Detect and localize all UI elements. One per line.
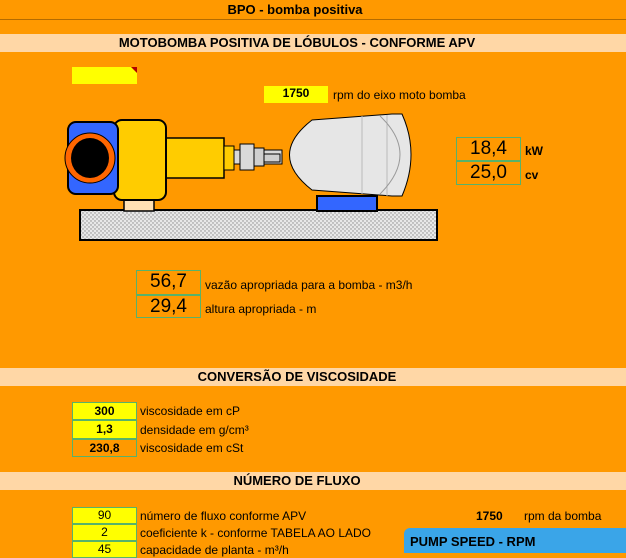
- flow-value: 56,7: [136, 270, 201, 295]
- power-cv-unit: cv: [525, 168, 539, 182]
- pump-speed-title: PUMP SPEED - RPM: [410, 534, 536, 549]
- power-kw-value: 18,4: [456, 137, 521, 161]
- pump-rpm-label: rpm da bomba: [524, 509, 602, 523]
- motor-pump-illustration: [62, 108, 442, 244]
- comment-indicator-icon: [72, 67, 137, 84]
- k-coefficient-input[interactable]: 2: [72, 524, 137, 541]
- density-input[interactable]: 1,3: [72, 420, 137, 439]
- viscosity-cp-input[interactable]: 300: [72, 402, 137, 420]
- section-title: CONVERSÃO DE VISCOSIDADE: [197, 369, 397, 384]
- section-title: NÚMERO DE FLUXO: [233, 473, 361, 488]
- flow-label: vazão apropriada para a bomba - m3/h: [205, 278, 413, 292]
- flow-number-input[interactable]: 90: [72, 507, 137, 524]
- page-title: BPO - bomba positiva: [227, 2, 363, 17]
- power-kw-unit: kW: [525, 144, 543, 158]
- title-bar: [0, 0, 626, 20]
- head-value: 29,4: [136, 295, 201, 318]
- rpm-input[interactable]: 1750: [264, 86, 328, 103]
- pump-rpm-value: 1750: [476, 509, 503, 523]
- plant-capacity-label: capacidade de planta - m³/h: [140, 543, 289, 557]
- viscosity-cst-value: 230,8: [72, 439, 137, 457]
- viscosity-cp-label: viscosidade em cP: [140, 404, 241, 418]
- head-label: altura apropriada - m: [205, 302, 317, 316]
- plant-capacity-input[interactable]: 45: [72, 541, 137, 558]
- rpm-label: rpm do eixo moto bomba: [333, 88, 466, 102]
- section-header-viscosidade: [0, 368, 626, 386]
- k-coefficient-label: coeficiente k - conforme TABELA AO LADO: [140, 526, 371, 540]
- section-header-numero-fluxo: [0, 472, 626, 490]
- pump-speed-box: [404, 528, 626, 553]
- section-title: MOTOBOMBA POSITIVA DE LÓBULOS - CONFORME APV: [118, 35, 476, 50]
- section-header-motobomba: [0, 34, 626, 52]
- input-marker-cell[interactable]: [72, 67, 137, 84]
- density-label: densidade em g/cm³: [140, 423, 249, 437]
- viscosity-cst-label: viscosidade em cSt: [140, 441, 244, 455]
- power-cv-value: 25,0: [456, 161, 521, 185]
- flow-number-label: número de fluxo conforme APV: [140, 509, 307, 523]
